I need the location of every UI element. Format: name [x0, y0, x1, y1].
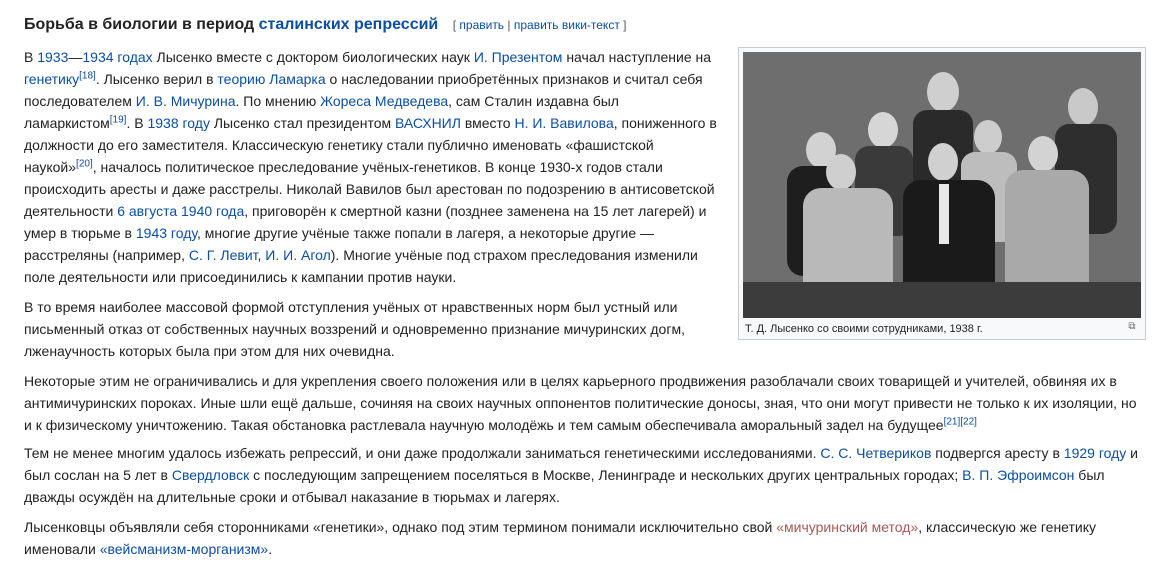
- link-levit[interactable]: С. Г. Левит: [188, 247, 258, 263]
- text: и был сослан на 5 лет в: [24, 445, 1138, 483]
- text: ,: [257, 247, 266, 263]
- text: начал наступление на: [562, 49, 712, 65]
- text: , началось политическое преследование учёных-генетиков. В конце 1930-х годов стали происходить аресты и даже расстрелы. Николай Вавилов был арестован по подозрению в антисоветской деятельности: [24, 159, 715, 219]
- figure-caption: Т. Д. Лысенко со своими сотрудниками, 1938 г.: [745, 323, 983, 335]
- edit-section-links: [453, 18, 627, 32]
- link-michurin-method[interactable]: «мичуринский метод»: [776, 519, 919, 535]
- link-vavilov[interactable]: Н. И. Вавилова: [514, 115, 614, 131]
- ref-21[interactable]: [21]: [943, 416, 961, 428]
- text: , сам Сталин издавна был ламаркистом: [24, 93, 619, 131]
- link-medvedev[interactable]: Жореса Медведева: [320, 93, 449, 109]
- text: , классическую же генетику именовали: [24, 519, 1097, 557]
- link-michurin[interactable]: И. В. Мичурина: [135, 93, 236, 109]
- link-prezent[interactable]: И. Презентом: [473, 49, 563, 65]
- edit-link[interactable]: править: [459, 18, 505, 32]
- paragraph-2: В то время наиболее массовой формой отступления учёных от нравственных норм был устный или письменный отказ от собственных научных воззрений и одновременно признание мичуринских догм, лженаучность которых была при этом для них очевидна.: [24, 299, 685, 359]
- edit-source-link[interactable]: править вики-текст: [513, 18, 620, 32]
- link-1938[interactable]: 1938 году: [147, 115, 210, 131]
- edit-bracket-open: [: [452, 18, 460, 32]
- figure-thumbnail: [738, 47, 1146, 340]
- ref-22[interactable]: [22]: [960, 416, 977, 428]
- link-1929[interactable]: 1929 году: [1063, 445, 1127, 461]
- text: Некоторые этим не ограничивались и для укрепления своего положения или в целях карьерного продвижения разоблачали своих товарищей и учителей, обвиняя их в антимичуринских пороках. Иные шли ещё дальше, сочиняя на своих научных оппонентов политические доносы, зная, что они могут привести не только к их изоляции, но и к физическому уничтожению. Такая обстановка растлевала научную молодёжь и тем самым обеспечивала аморальный задел на будущее: [24, 373, 1137, 433]
- magnify-clip-icon[interactable]: ⧉: [1128, 321, 1136, 332]
- link-sverdlovsk[interactable]: Свердловск: [171, 467, 250, 483]
- text: , многие другие учёные также попали в лагеря, а некоторые другие — расстреляны (например,: [24, 225, 655, 263]
- text: подвергся аресту в: [931, 445, 1064, 461]
- text: .: [268, 541, 273, 557]
- text: ). Многие учёные под страхом преследования изменили поле деятельности или присоединились к кампании против науки.: [24, 247, 698, 285]
- text: . Лысенко верил в: [95, 71, 218, 87]
- photo-illustration: [743, 52, 1141, 318]
- text: . В: [126, 115, 148, 131]
- link-1934[interactable]: 1934 годах: [82, 49, 153, 65]
- text: Лысенковцы объявляли себя сторонниками «генетики», однако под этим термином понимали исключительно свой: [24, 519, 777, 535]
- link-efroimson[interactable]: В. П. Эфроимсон: [962, 467, 1075, 483]
- edit-separator: |: [504, 18, 514, 32]
- section-heading: [24, 12, 1144, 38]
- text: , приговорён к смертной казни (позднее заменена на 15 лет лагерей) и умер в тюрьме в: [24, 203, 707, 241]
- paragraph-5: [24, 516, 1144, 560]
- link-lamarck[interactable]: теорию Ламарка: [217, 71, 326, 87]
- ref-19[interactable]: [19]: [109, 114, 127, 126]
- text: В: [24, 49, 38, 65]
- link-1943[interactable]: 1943 году: [135, 225, 197, 241]
- ref-18[interactable]: [18]: [79, 70, 96, 82]
- link-agol[interactable]: И. И. Агол: [265, 247, 331, 263]
- text: о наследовании приобретённых признаков и считал себя последователем: [24, 71, 703, 109]
- group-photo[interactable]: [743, 52, 1141, 318]
- paragraph-1: [24, 46, 724, 288]
- text: Лысенко стал президентом: [209, 115, 395, 131]
- text: —: [68, 49, 83, 65]
- link-weismannism[interactable]: «вейсманизм-морганизм»: [99, 541, 269, 557]
- link-6-august[interactable]: 6 августа: [117, 203, 178, 219]
- text: Тем не менее многим удалось избежать репрессий, и они даже продолжали заниматься генетическими исследованиями.: [24, 445, 821, 461]
- text: , пониженного в должности до его заместителя. Классическую генетику стали публично именовать «фашистской наукой»: [24, 115, 717, 175]
- paragraph-3: [24, 370, 1144, 436]
- text: . По мнению: [235, 93, 321, 109]
- link-chetverikov[interactable]: С. С. Четвериков: [820, 445, 932, 461]
- text: Лысенко вместе с доктором биологических наук: [152, 49, 474, 65]
- link-1933[interactable]: 1933: [37, 49, 69, 65]
- edit-bracket-close: ]: [619, 18, 627, 32]
- heading-link-repressions[interactable]: сталинских репрессий: [258, 16, 439, 33]
- text: с последующим запрещением поселяться в Москве, Ленинграде и нескольких других центральных городах;: [249, 467, 963, 483]
- paragraph-4: [24, 442, 1144, 508]
- ref-20[interactable]: [20]: [76, 158, 93, 170]
- text: вместо: [460, 115, 515, 131]
- link-genetics[interactable]: генетику: [24, 71, 80, 87]
- heading-title: Борьба в биологии в период: [24, 16, 259, 33]
- link-1940[interactable]: 1940 года: [181, 203, 245, 219]
- text: был дважды осуждён на длительные сроки и отбывал наказание в тюрьмах и лагерях.: [24, 467, 1105, 505]
- link-vaskhnil[interactable]: ВАСХНИЛ: [395, 115, 461, 131]
